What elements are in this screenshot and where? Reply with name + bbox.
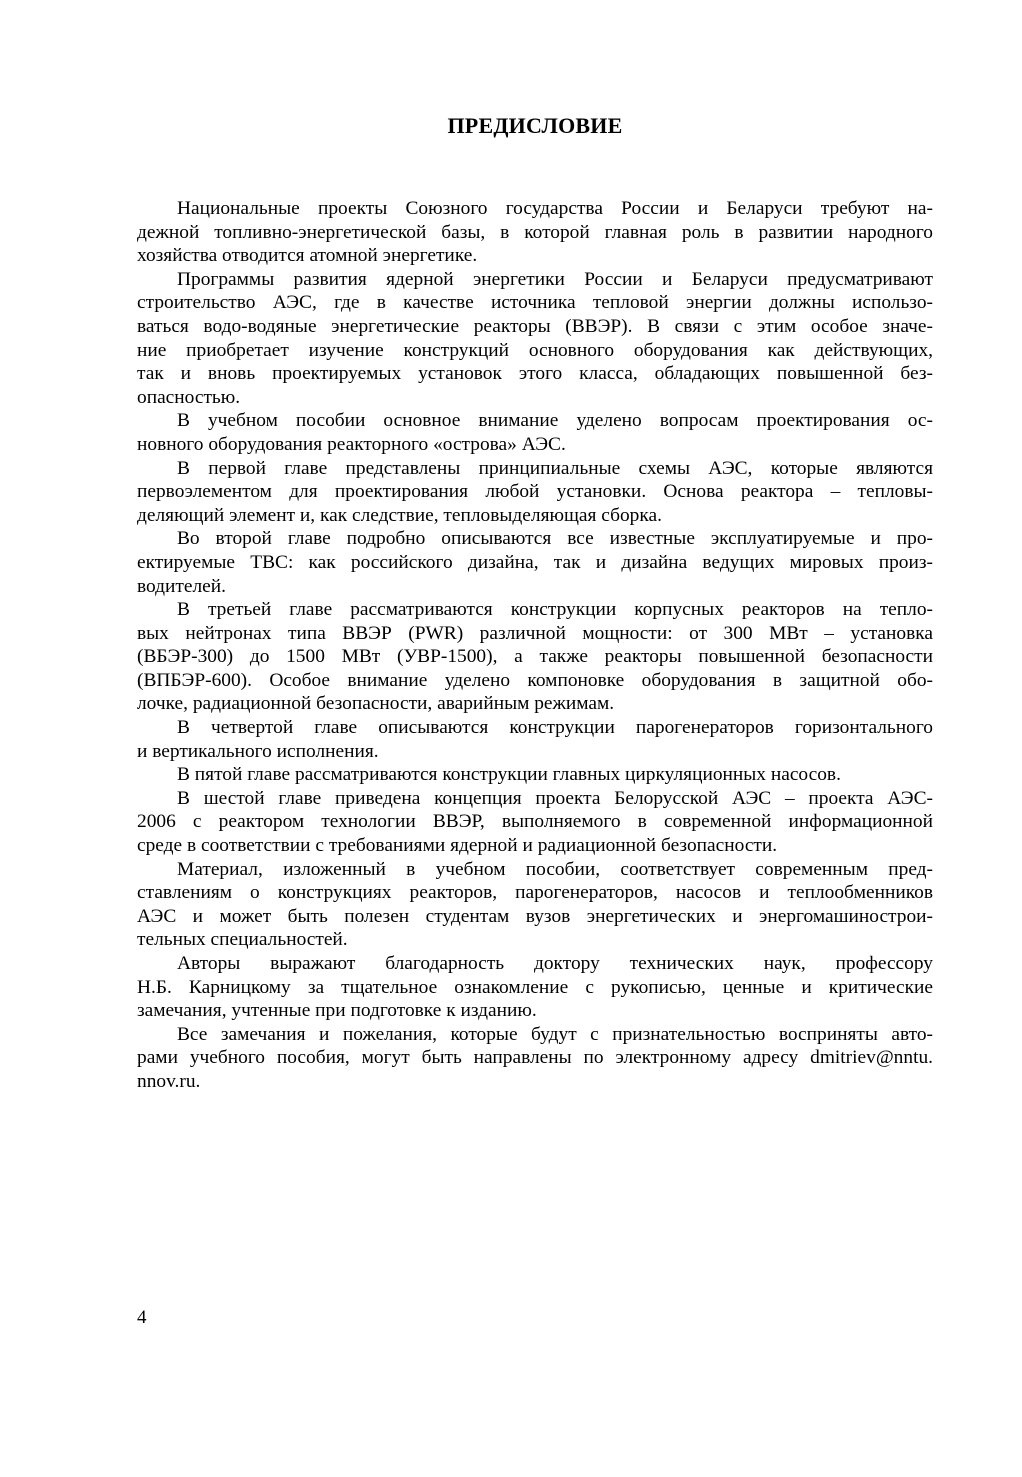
text-line: Материал, изложенный в учебном пособии, соответствует современным пред- (177, 858, 933, 880)
text-line: (ВБЭР-300) до 1500 МВт (УВР-1500), а также реакторы повышенной безопасности (137, 646, 933, 668)
text-line: ектируемые ТВС: как российского дизайна, так и дизайна ведущих мировых произ- (137, 551, 933, 573)
text-line: ставлениям о конструкциях реакторов, парогенераторов, насосов и теплообменников (137, 882, 933, 904)
paragraph (137, 952, 933, 1023)
text-line: АЭС и может быть полезен студентам вузов энергетических и энергомашинострои- (137, 905, 933, 927)
text-line: В шестой главе приведена концепция проекта Белорусской АЭС – проекта АЭС- (177, 787, 933, 809)
paragraph (137, 787, 933, 858)
text-line: Авторы выражают благодарность доктору технических наук, профессору (177, 953, 933, 974)
paragraph (137, 598, 933, 716)
text-line: хозяйства отводится атомной энергетике. (137, 245, 478, 267)
text-line: Программы развития ядерной энергетики России и Беларуси предусматривают (177, 268, 933, 290)
text-line: лочке, радиационной безопасности, аварийным режимам. (137, 693, 615, 715)
text-line: тельных специальностей. (137, 929, 348, 951)
text-line: ние приобретает изучение конструкций основного оборудования как действующих, (137, 339, 933, 361)
page-number: 4 (137, 1307, 147, 1328)
text-line: замечания, учтенные при подготовке к изданию. (137, 1000, 537, 1022)
paragraph (137, 716, 933, 763)
paragraph (137, 197, 933, 268)
text-line: дежной топливно-энергетической базы, в которой главная роль в развитии народного (137, 221, 933, 243)
paragraph (137, 858, 933, 952)
text-line: Все замечания и пожелания, которые будут с признательностью восприняты авто- (177, 1023, 933, 1045)
text-line: строительство АЭС, где в качестве источника тепловой энергии должны использо- (137, 292, 933, 314)
page-title: ПРЕДИСЛОВИЕ (447, 113, 623, 138)
text-line: Н.Б. Карницкому за тщательное ознакомление с рукописью, ценные и критические (137, 976, 933, 998)
text-line: водителей. (137, 575, 226, 597)
text-line: В четвертой главе описываются конструкции парогенераторов горизонтального (177, 717, 933, 739)
text-line: вых нейтронах типа ВВЭР (PWR) различной мощности: от 300 МВт – установка (137, 622, 933, 644)
text-line: 2006 с реактором технологии ВВЭР, выполняемого в современной информационной (137, 811, 933, 833)
paragraph (137, 457, 933, 528)
text-line: (ВПБЭР-600). Особое внимание уделено компоновке оборудования в защитной обо- (137, 669, 933, 691)
text-line: деляющий элемент и, как следствие, тепловыделяющая сборка. (137, 504, 662, 526)
text-line: В третьей главе рассматриваются конструкции корпусных реакторов на тепло- (177, 599, 933, 621)
text-line: В учебном пособии основное внимание уделено вопросам проектирования ос- (177, 410, 933, 432)
text-line: Во второй главе подробно описываются все известные эксплуатируемые и про- (177, 528, 933, 550)
text-line: ваться водо-водяные энергетические реакторы (ВВЭР). В связи с этим особое значе- (137, 315, 933, 337)
paragraph (137, 527, 933, 598)
text-line: Национальные проекты Союзного государства России и Беларуси требуют на- (177, 198, 933, 219)
text-line: новного оборудования реакторного «острова» АЭС. (137, 433, 566, 455)
text-line: В первой главе представлены принципиальные схемы АЭС, которые являются (177, 457, 933, 479)
text-line: nnov.ru. (137, 1070, 201, 1092)
text-line: В пятой главе рассматриваются конструкции главных циркуляционных насосов. (177, 764, 841, 786)
paragraph (137, 763, 933, 787)
text-line: и вертикального исполнения. (137, 740, 379, 762)
text-line: первоэлементом для проектирования любой установки. Основа реактора – тепловы- (137, 481, 933, 503)
text-line: так и вновь проектируемых установок этого класса, обладающих повышенной без- (137, 363, 933, 385)
paragraph (137, 268, 933, 410)
body-text (137, 197, 933, 1094)
paragraph (137, 409, 933, 456)
text-line: опасностью. (137, 386, 241, 408)
text-line: рами учебного пособия, могут быть направлены по электронному адресу dmitriev@nntu. (137, 1047, 933, 1069)
paragraph (137, 1023, 933, 1094)
text-line: среде в соответствии с требованиями ядерной и радиационной безопасности. (137, 835, 778, 857)
